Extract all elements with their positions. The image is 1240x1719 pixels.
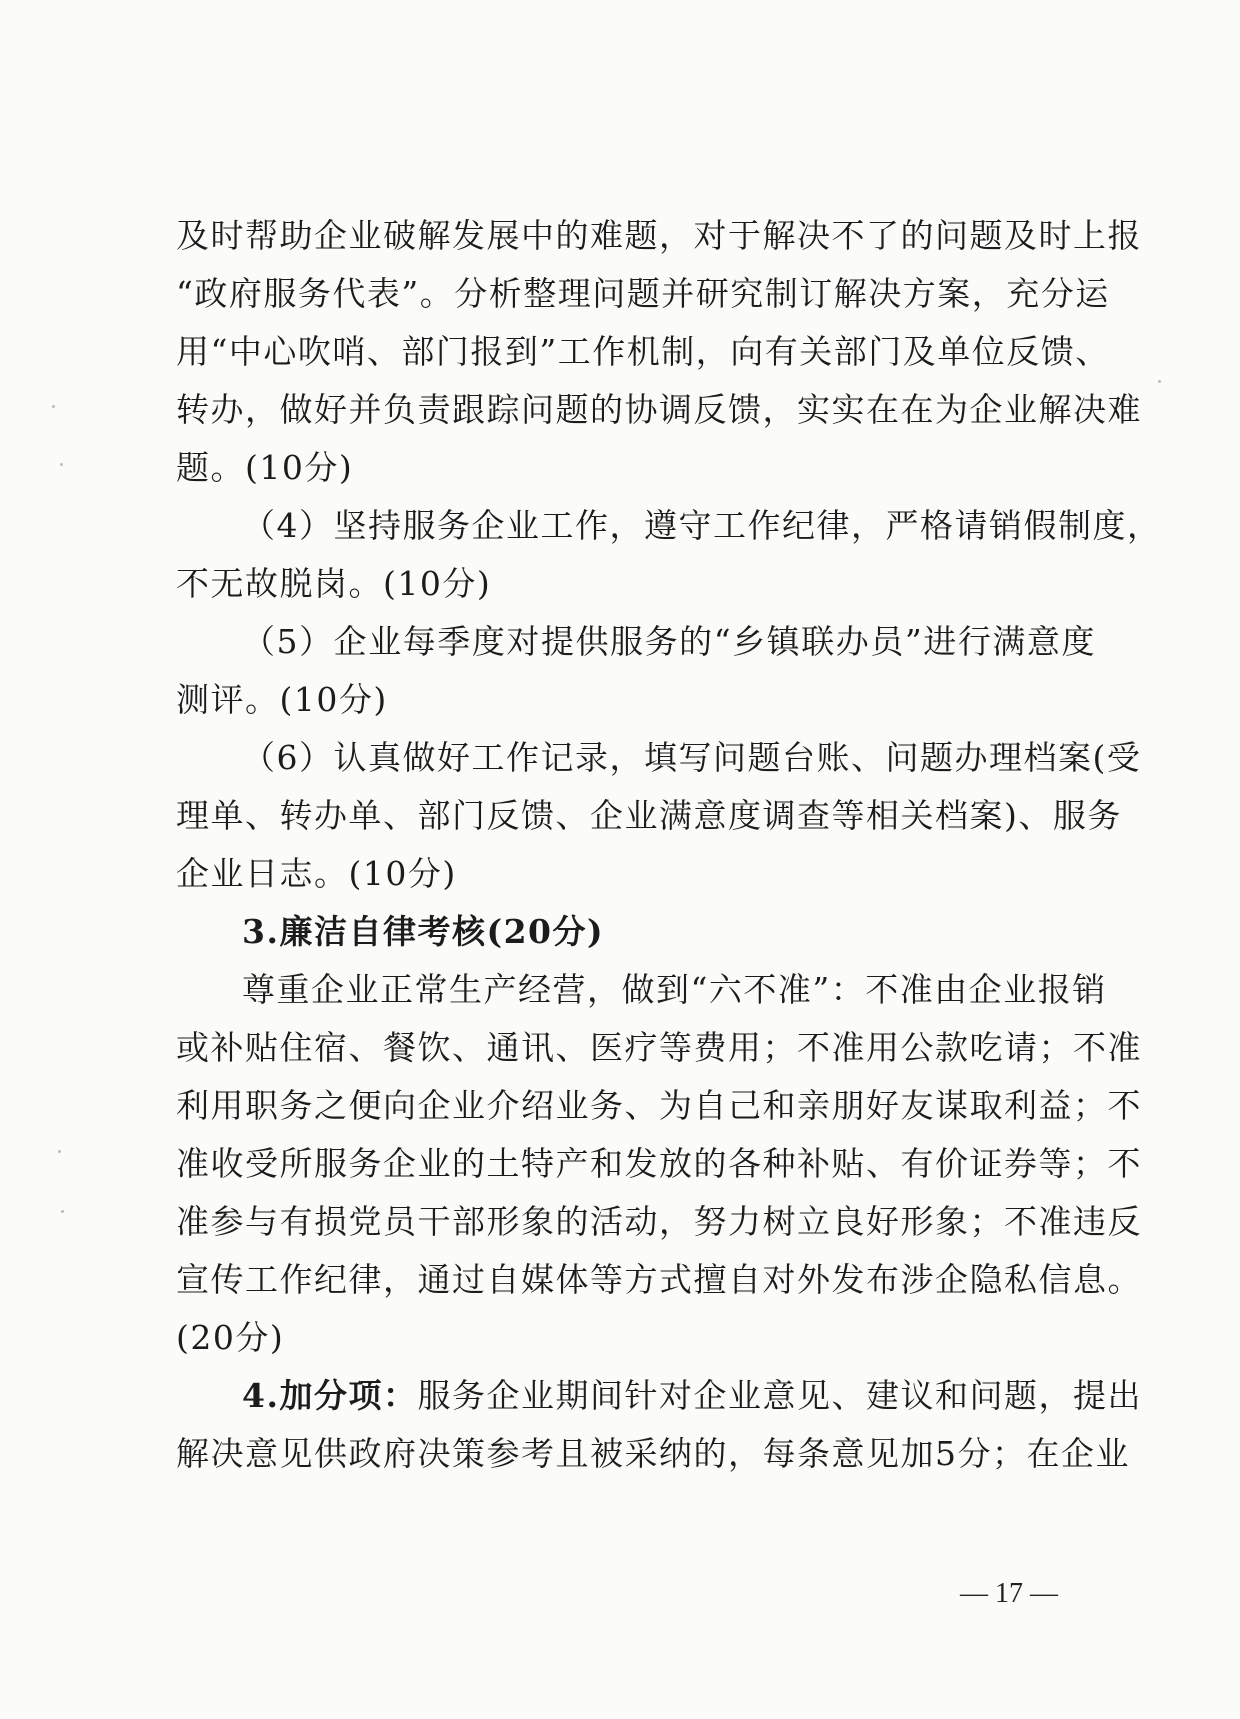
- bonus-label: 4.加分项：: [242, 1376, 418, 1415]
- paragraph-line: 转办，做好并负责跟踪问题的协调反馈，实实在在为企业解决难: [176, 390, 1142, 429]
- scan-speck: [52, 405, 55, 408]
- paragraph-line: 题。(10分): [176, 448, 354, 487]
- bonus-text: 服务企业期间针对企业意见、建议和问题，提出: [417, 1376, 1142, 1415]
- paragraph-line: “政府服务代表”。分析整理问题并研究制订解决方案，充分运: [176, 274, 1110, 313]
- scan-speck: [61, 1210, 64, 1213]
- body-text: [176, 207, 1162, 1483]
- paragraph-line: 及时帮助企业破解发展中的难题，对于解决不了的问题及时上报: [176, 216, 1142, 255]
- paragraph-line: 不无故脱岗。(10分): [176, 564, 492, 603]
- section-heading: 3.廉洁自律考核(20分): [242, 912, 605, 951]
- paragraph-line: 准参与有损党员干部形象的活动，努力树立良好形象；不准违反: [176, 1202, 1142, 1241]
- page-number: — 17 —: [960, 1578, 1058, 1609]
- bonus-line: [176, 1367, 1142, 1425]
- scan-speck: [58, 1150, 61, 1153]
- paragraph-line: 利用职务之便向企业介绍业务、为自己和亲朋好友谋取利益；不: [176, 1086, 1142, 1125]
- paragraph-line: (20分): [176, 1318, 285, 1357]
- paragraph-line: 或补贴住宿、餐饮、通讯、医疗等费用；不准用公款吃请；不准: [176, 1028, 1142, 1067]
- paragraph-line: 理单、转办单、部门反馈、企业满意度调查等相关档案)、服务: [176, 796, 1122, 835]
- paragraph-line: （5）企业每季度对提供服务的“乡镇联办员”进行满意度: [242, 622, 1096, 661]
- paragraph-line: 测评。(10分): [176, 680, 388, 719]
- paragraph-line: 宣传工作纪律，通过自媒体等方式擅自对外发布涉企隐私信息。: [176, 1260, 1142, 1299]
- paragraph-line: 用“中心吹哨、部门报到”工作机制，向有关部门及单位反馈、: [176, 332, 1110, 371]
- paragraph-line: 解决意见供政府决策参考且被采纳的，每条意见加5分；在企业: [176, 1434, 1130, 1473]
- scan-speck: [60, 463, 63, 466]
- paragraph-line: 准收受所服务企业的土特产和发放的各种补贴、有价证券等；不: [176, 1144, 1142, 1183]
- scan-speck: [1158, 380, 1161, 383]
- paragraph-line: （4）坚持服务企业工作，遵守工作纪律，严格请销假制度，: [242, 506, 1162, 545]
- paragraph-line: 尊重企业正常生产经营，做到“六不准”：不准由企业报销: [242, 970, 1107, 1009]
- paragraph-line: （6）认真做好工作记录，填写问题台账、问题办理档案(受: [242, 738, 1142, 777]
- paragraph-line: 企业日志。(10分): [176, 854, 457, 893]
